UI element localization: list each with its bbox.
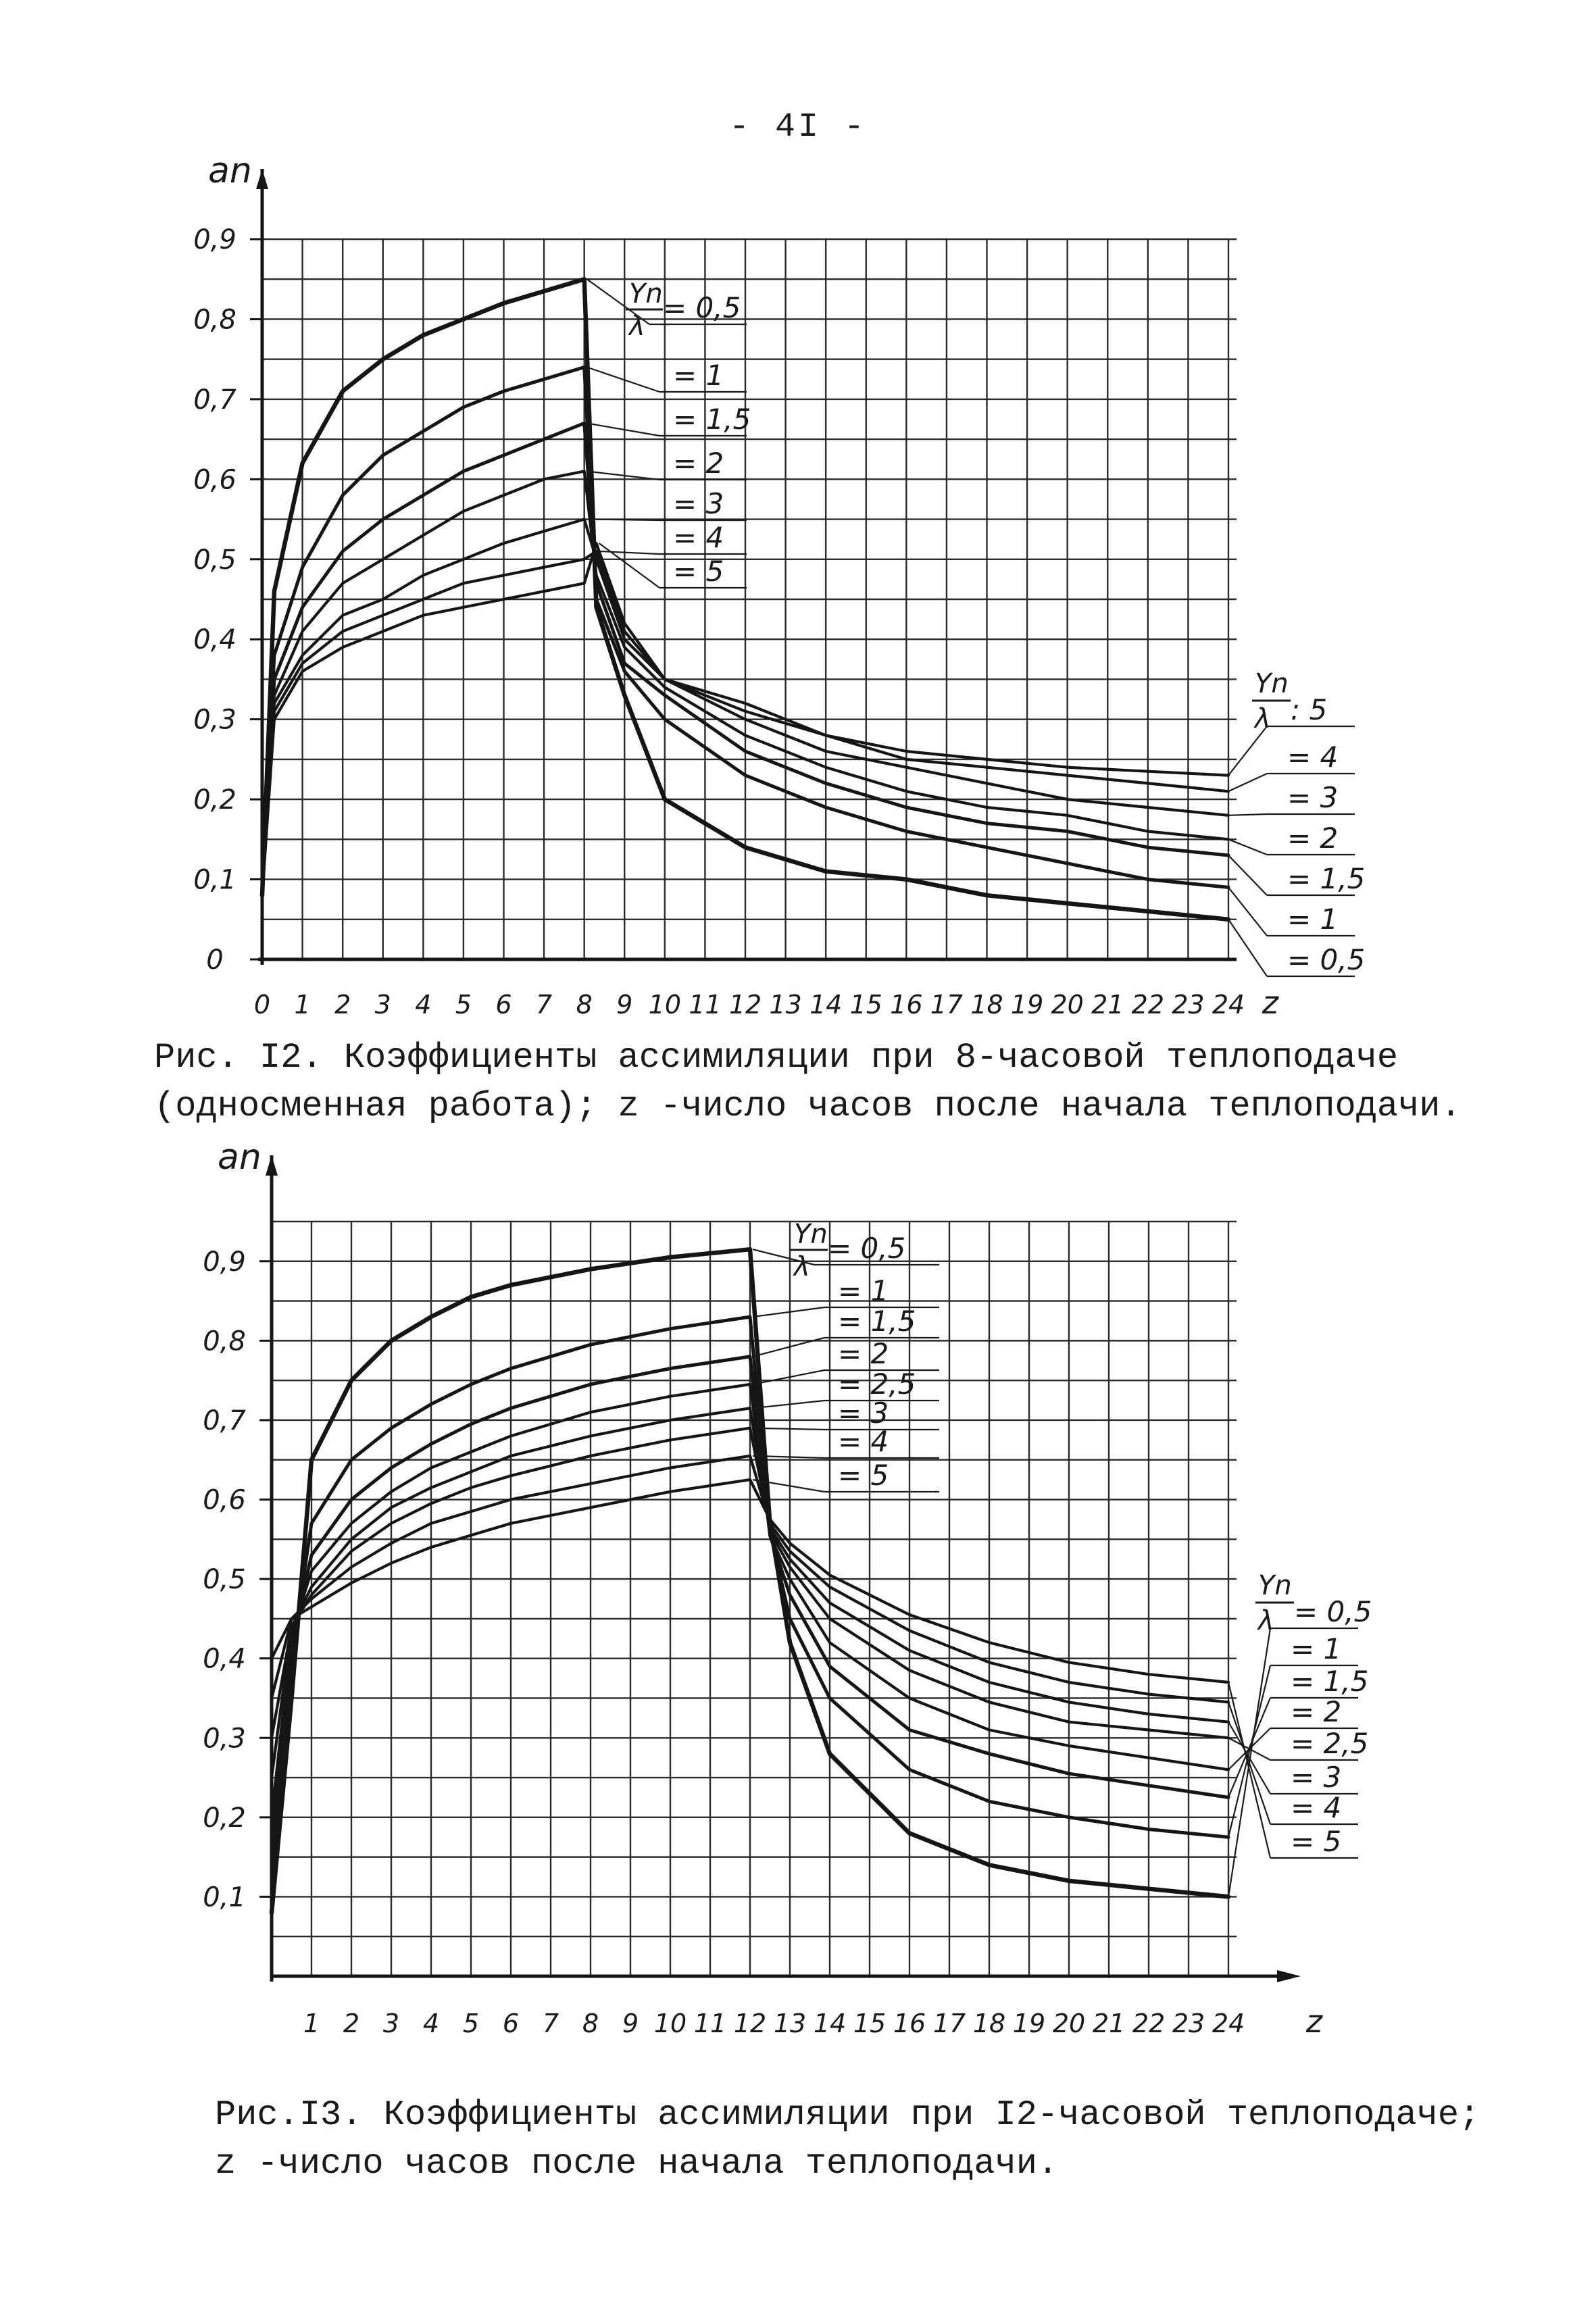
legend-label: = 4 [1287, 740, 1339, 774]
y-tick-label: 0,5 [193, 544, 236, 576]
legend-leader [587, 471, 659, 480]
legend-label: = 2,5 [1291, 1727, 1369, 1760]
legend-label: = 3 [838, 1397, 889, 1430]
x-tick-label: 6 [495, 990, 512, 1020]
x-tick-label: 24 [1212, 990, 1245, 1020]
x-tick-label: 13 [773, 2009, 807, 2038]
y-tick-label: 0,2 [193, 784, 236, 816]
y-axis-label: an [218, 1137, 261, 1178]
x-tick-label: 22 [1131, 990, 1165, 1020]
legend-heating [587, 278, 751, 588]
page-number: - 4I - [728, 108, 868, 147]
x-tick-label: 20 [1051, 990, 1084, 1020]
y-tick-label: 0 [206, 945, 224, 976]
x-tick-label: 2 [334, 990, 351, 1020]
y-tick-label: 0,3 [193, 704, 236, 736]
legend-param-label: λ [1258, 1605, 1274, 1636]
x-tick-label: 16 [890, 990, 923, 1020]
legend-param-label: Yn [1258, 1570, 1292, 1601]
x-tick-label: 5 [462, 2009, 480, 2038]
y-tick-label: 0,6 [203, 1484, 246, 1516]
legend-label: = 2 [838, 1337, 889, 1370]
legend-label: = 0,5 [1294, 1595, 1372, 1628]
y-tick-label: 0,9 [193, 224, 236, 255]
legend-label: = 1,5 [1291, 1665, 1369, 1698]
legend-label: = 2 [673, 447, 724, 480]
x-tick-label: 7 [542, 2009, 559, 2038]
x-tick-label: 18 [972, 2009, 1006, 2038]
x-tick-label: 23 [1172, 2009, 1205, 2038]
x-tick-label: 10 [648, 990, 682, 1020]
legend-leader [599, 551, 659, 554]
legend-leader [1228, 1665, 1270, 1837]
y-tick-label: 0,3 [203, 1723, 246, 1755]
x-tick-label: 15 [853, 2009, 887, 2038]
legend-label: = 4 [838, 1425, 889, 1458]
x-tick-label: 22 [1132, 2009, 1166, 2038]
x-tick-label: 1 [294, 990, 311, 1020]
x-tick-label: 11 [693, 2009, 727, 2038]
x-tick-label: 9 [622, 2009, 639, 2038]
legend-heating [753, 1219, 939, 1492]
figure-13-caption [215, 2091, 1480, 2188]
figure-13-caption-line1: Рис.I3. Коэффициенты ассимиляции при I2-часовой теплоподаче; [215, 2095, 1480, 2135]
figure-12-caption [154, 1034, 1462, 1131]
x-tick-label: 21 [1092, 2009, 1126, 2038]
legend-label: : 5 [1291, 693, 1328, 726]
y-tick-label: 0,9 [203, 1246, 246, 1278]
x-tick-label: 4 [422, 2009, 440, 2038]
x-tick-label: 8 [582, 2009, 599, 2038]
legend-leader [753, 1370, 824, 1384]
legend-leader [587, 368, 659, 392]
y-tick-label: 0,8 [203, 1326, 246, 1357]
y-tick-label: 0,4 [203, 1643, 246, 1675]
legend-label: = 1,5 [838, 1305, 916, 1338]
x-tick-label: 2 [343, 2009, 360, 2038]
legend-label: = 5 [673, 555, 724, 588]
x-tick-label: 13 [769, 990, 802, 1020]
x-tick-label: 3 [374, 990, 391, 1020]
x-tick-label: 21 [1091, 990, 1124, 1020]
x-tick-label: 24 [1212, 2009, 1245, 2038]
y-axis-arrow [256, 169, 268, 189]
x-tick-label: 9 [616, 990, 633, 1020]
x-tick-label: 8 [576, 990, 593, 1020]
legend-label: = 3 [1291, 1761, 1342, 1794]
y-tick-label: 0,7 [193, 384, 236, 416]
x-tick-label: 19 [1010, 990, 1044, 1020]
legend-leader [1228, 726, 1267, 776]
x-axis-arrow [1277, 1970, 1301, 1982]
x-tick-label: 10 [653, 2009, 687, 2038]
legend-label: = 2,5 [838, 1367, 916, 1401]
chart-grid [262, 239, 1237, 959]
legend-label: = 2 [1291, 1695, 1342, 1728]
legend-leader [1228, 774, 1267, 791]
legend-param-label: λ [1255, 703, 1271, 734]
legend-leader [753, 1307, 824, 1317]
x-tick-label: 14 [813, 2009, 847, 2038]
x-tick-label: 12 [733, 2009, 767, 2038]
y-tick-label: 0,2 [203, 1802, 246, 1834]
chart-2 [203, 1137, 1372, 2040]
legend-leader [1228, 1682, 1270, 1858]
legend-cooling [1228, 668, 1365, 976]
y-tick-label: 0,8 [193, 304, 236, 336]
legend-param-label: λ [794, 1251, 810, 1282]
y-tick-label: 0,6 [193, 464, 236, 496]
x-tick-label: 20 [1052, 2009, 1086, 2038]
legend-label: = 3 [1287, 781, 1339, 814]
figure-12-caption-line2: (односменная работа); z -число часов после начала теплоподачи. [154, 1086, 1462, 1126]
x-tick-label: 5 [455, 990, 472, 1020]
chart-1 [193, 151, 1365, 1021]
legend-label: = 1,5 [673, 403, 751, 436]
y-axis-arrow [266, 1155, 278, 1176]
legend-label: = 0,5 [663, 291, 741, 324]
legend-cooling [1228, 1570, 1372, 1896]
x-tick-label: 15 [849, 990, 882, 1020]
x-tick-label: 0 [253, 990, 271, 1020]
legend-label: = 0,5 [828, 1232, 906, 1265]
x-tick-label: 17 [932, 2009, 966, 2038]
x-tick-label: 14 [809, 990, 843, 1020]
legend-param-label: Yn [1255, 668, 1289, 699]
legend-leader [587, 423, 659, 436]
x-tick-label: 11 [689, 990, 722, 1020]
figure-12-caption-line1: Рис. I2. Коэффициенты ассимиляции при 8-часовой теплоподаче [154, 1038, 1399, 1078]
figure-13-caption-line2: z -число часов после начала теплоподачи. [215, 2144, 1059, 2184]
legend-leader [1228, 839, 1267, 855]
y-tick-label: 0,4 [193, 624, 236, 656]
legend-leader [1228, 855, 1267, 895]
legend-label: = 5 [838, 1459, 889, 1492]
legend-label: = 1,5 [1287, 862, 1366, 895]
x-tick-label: 7 [535, 990, 553, 1020]
x-tick-label: 4 [415, 990, 432, 1020]
x-tick-label: 16 [893, 2009, 926, 2038]
x-tick-label: 19 [1012, 2009, 1046, 2038]
x-tick-label: 1 [303, 2009, 320, 2038]
x-tick-label: 3 [382, 2009, 400, 2038]
legend-label: = 3 [673, 487, 724, 520]
y-tick-label: 0,5 [203, 1564, 246, 1596]
x-axis-label: z [1305, 2003, 1323, 2040]
y-tick-label: 0,1 [193, 864, 236, 896]
x-tick-label: 23 [1172, 990, 1205, 1020]
legend-label: = 4 [1291, 1791, 1342, 1824]
legend-label: = 5 [1291, 1825, 1342, 1858]
y-axis-label: an [208, 151, 252, 191]
x-tick-label: 17 [930, 990, 964, 1020]
y-tick-label: 0,7 [203, 1405, 246, 1436]
legend-leader [1228, 814, 1267, 815]
legend-label: = 4 [673, 521, 724, 554]
legend-label: = 1 [838, 1274, 889, 1307]
legend-label: = 2 [1287, 822, 1339, 855]
x-axis-label: z [1262, 984, 1279, 1021]
y-tick-label: 0,1 [203, 1882, 246, 1913]
legend-param-label: Yn [629, 278, 663, 309]
x-tick-label: 12 [728, 990, 762, 1020]
legend-param-label: λ [629, 311, 645, 342]
x-tick-label: 6 [502, 2009, 520, 2038]
legend-label: = 0,5 [1287, 943, 1366, 976]
legend-param-label: Yn [794, 1219, 828, 1250]
legend-label: = 1 [1291, 1632, 1342, 1665]
legend-label: = 1 [673, 359, 724, 392]
legend-label: = 1 [1287, 903, 1339, 936]
x-tick-label: 18 [970, 990, 1003, 1020]
